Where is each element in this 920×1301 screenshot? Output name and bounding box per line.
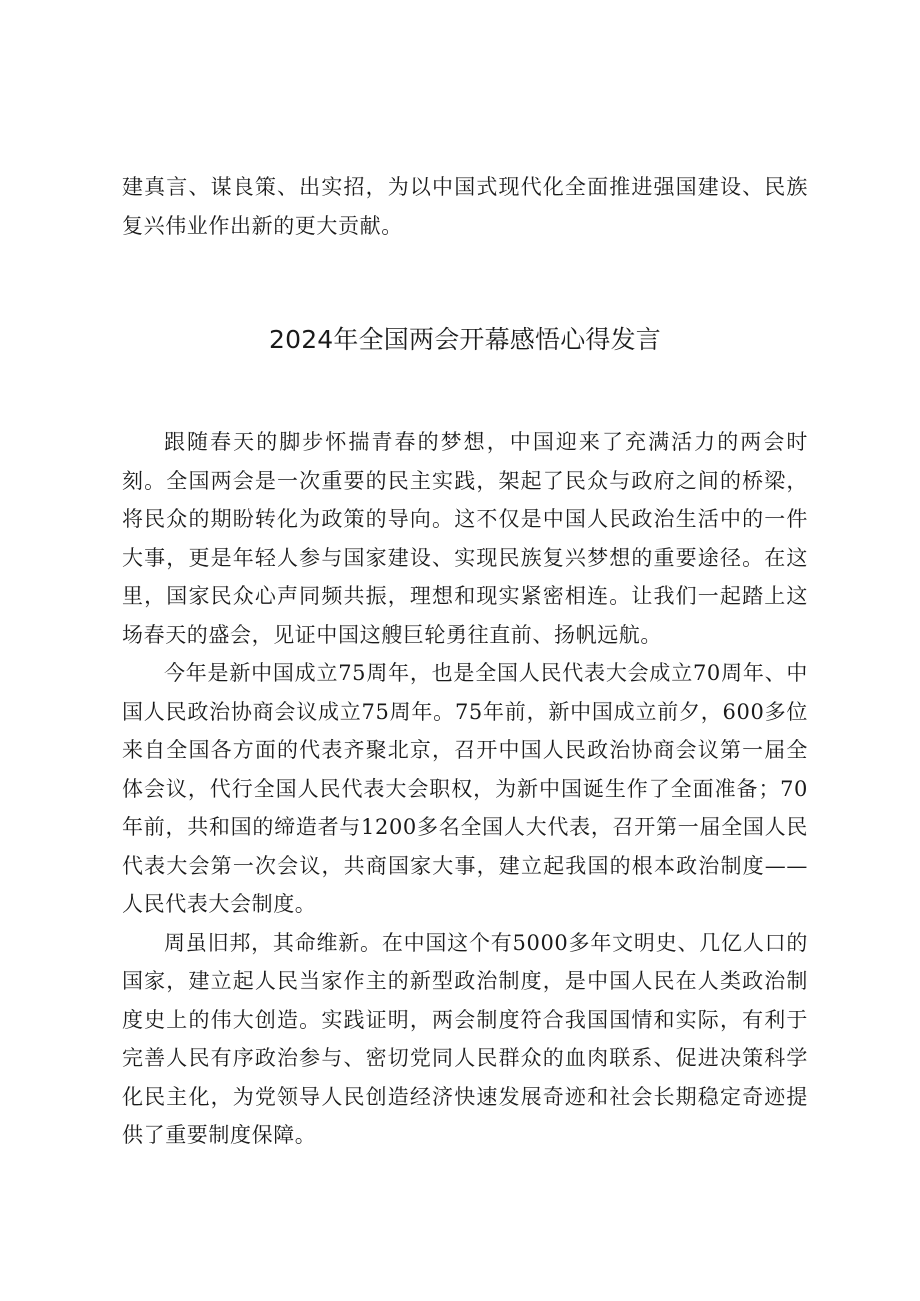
body-paragraph-1: 跟随春天的脚步怀揣青春的梦想，中国迎来了充满活力的两会时刻。全国两会是一次重要的民主实践，架起了民众与政府之间的桥梁，将民众的期盼转化为政策的导向。这不仅是中国人民政治生活中的一件大事，更是年轻人参与国家建设、实现民族复兴梦想的重要途径。在这里，国家民众心声同频共振，理想和现实紧密相连。让我们一起踏上这场春天的盛会，见证中国这艘巨轮勇往直前、扬帆远航。 xyxy=(122,430,808,647)
document-body xyxy=(122,168,808,1155)
intro-continuation-paragraph: 建真言、谋良策、出实招，为以中国式现代化全面推进强国建设、民族复兴伟业作出新的更大贡献。 xyxy=(122,175,808,238)
document-title: 2024年全国两会开幕感悟心得发言 xyxy=(268,325,662,354)
body-paragraph-2: 今年是新中国成立75周年，也是全国人民代表大会成立70周年、中国人民政治协商会议成立75周年。75年前，新中国成立前夕，600多位来自全国各方面的代表齐聚北京，召开中国人民政治协商会议第一届全体会议，代行全国人民代表大会职权，为新中国诞生作了全面准备；70年前，共和国的缔造者与1200多名全国人大代表，召开第一届全国人民代表大会第一次会议，共商国家大事，建立起我国的根本政治制度——人民代表大会制度。 xyxy=(122,661,808,916)
body-paragraph-3: 周虽旧邦，其命维新。在中国这个有5000多年文明史、几亿人口的国家，建立起人民当家作主的新型政治制度，是中国人民在人类政治制度史上的伟大创造。实践证明，两会制度符合我国国情和实际，有利于完善人民有序政治参与、密切党同人民群众的血肉联系、促进决策科学化民主化，为党领导人民创造经济快速发展奇迹和社会长期稳定奇迹提供了重要制度保障。 xyxy=(122,930,808,1147)
